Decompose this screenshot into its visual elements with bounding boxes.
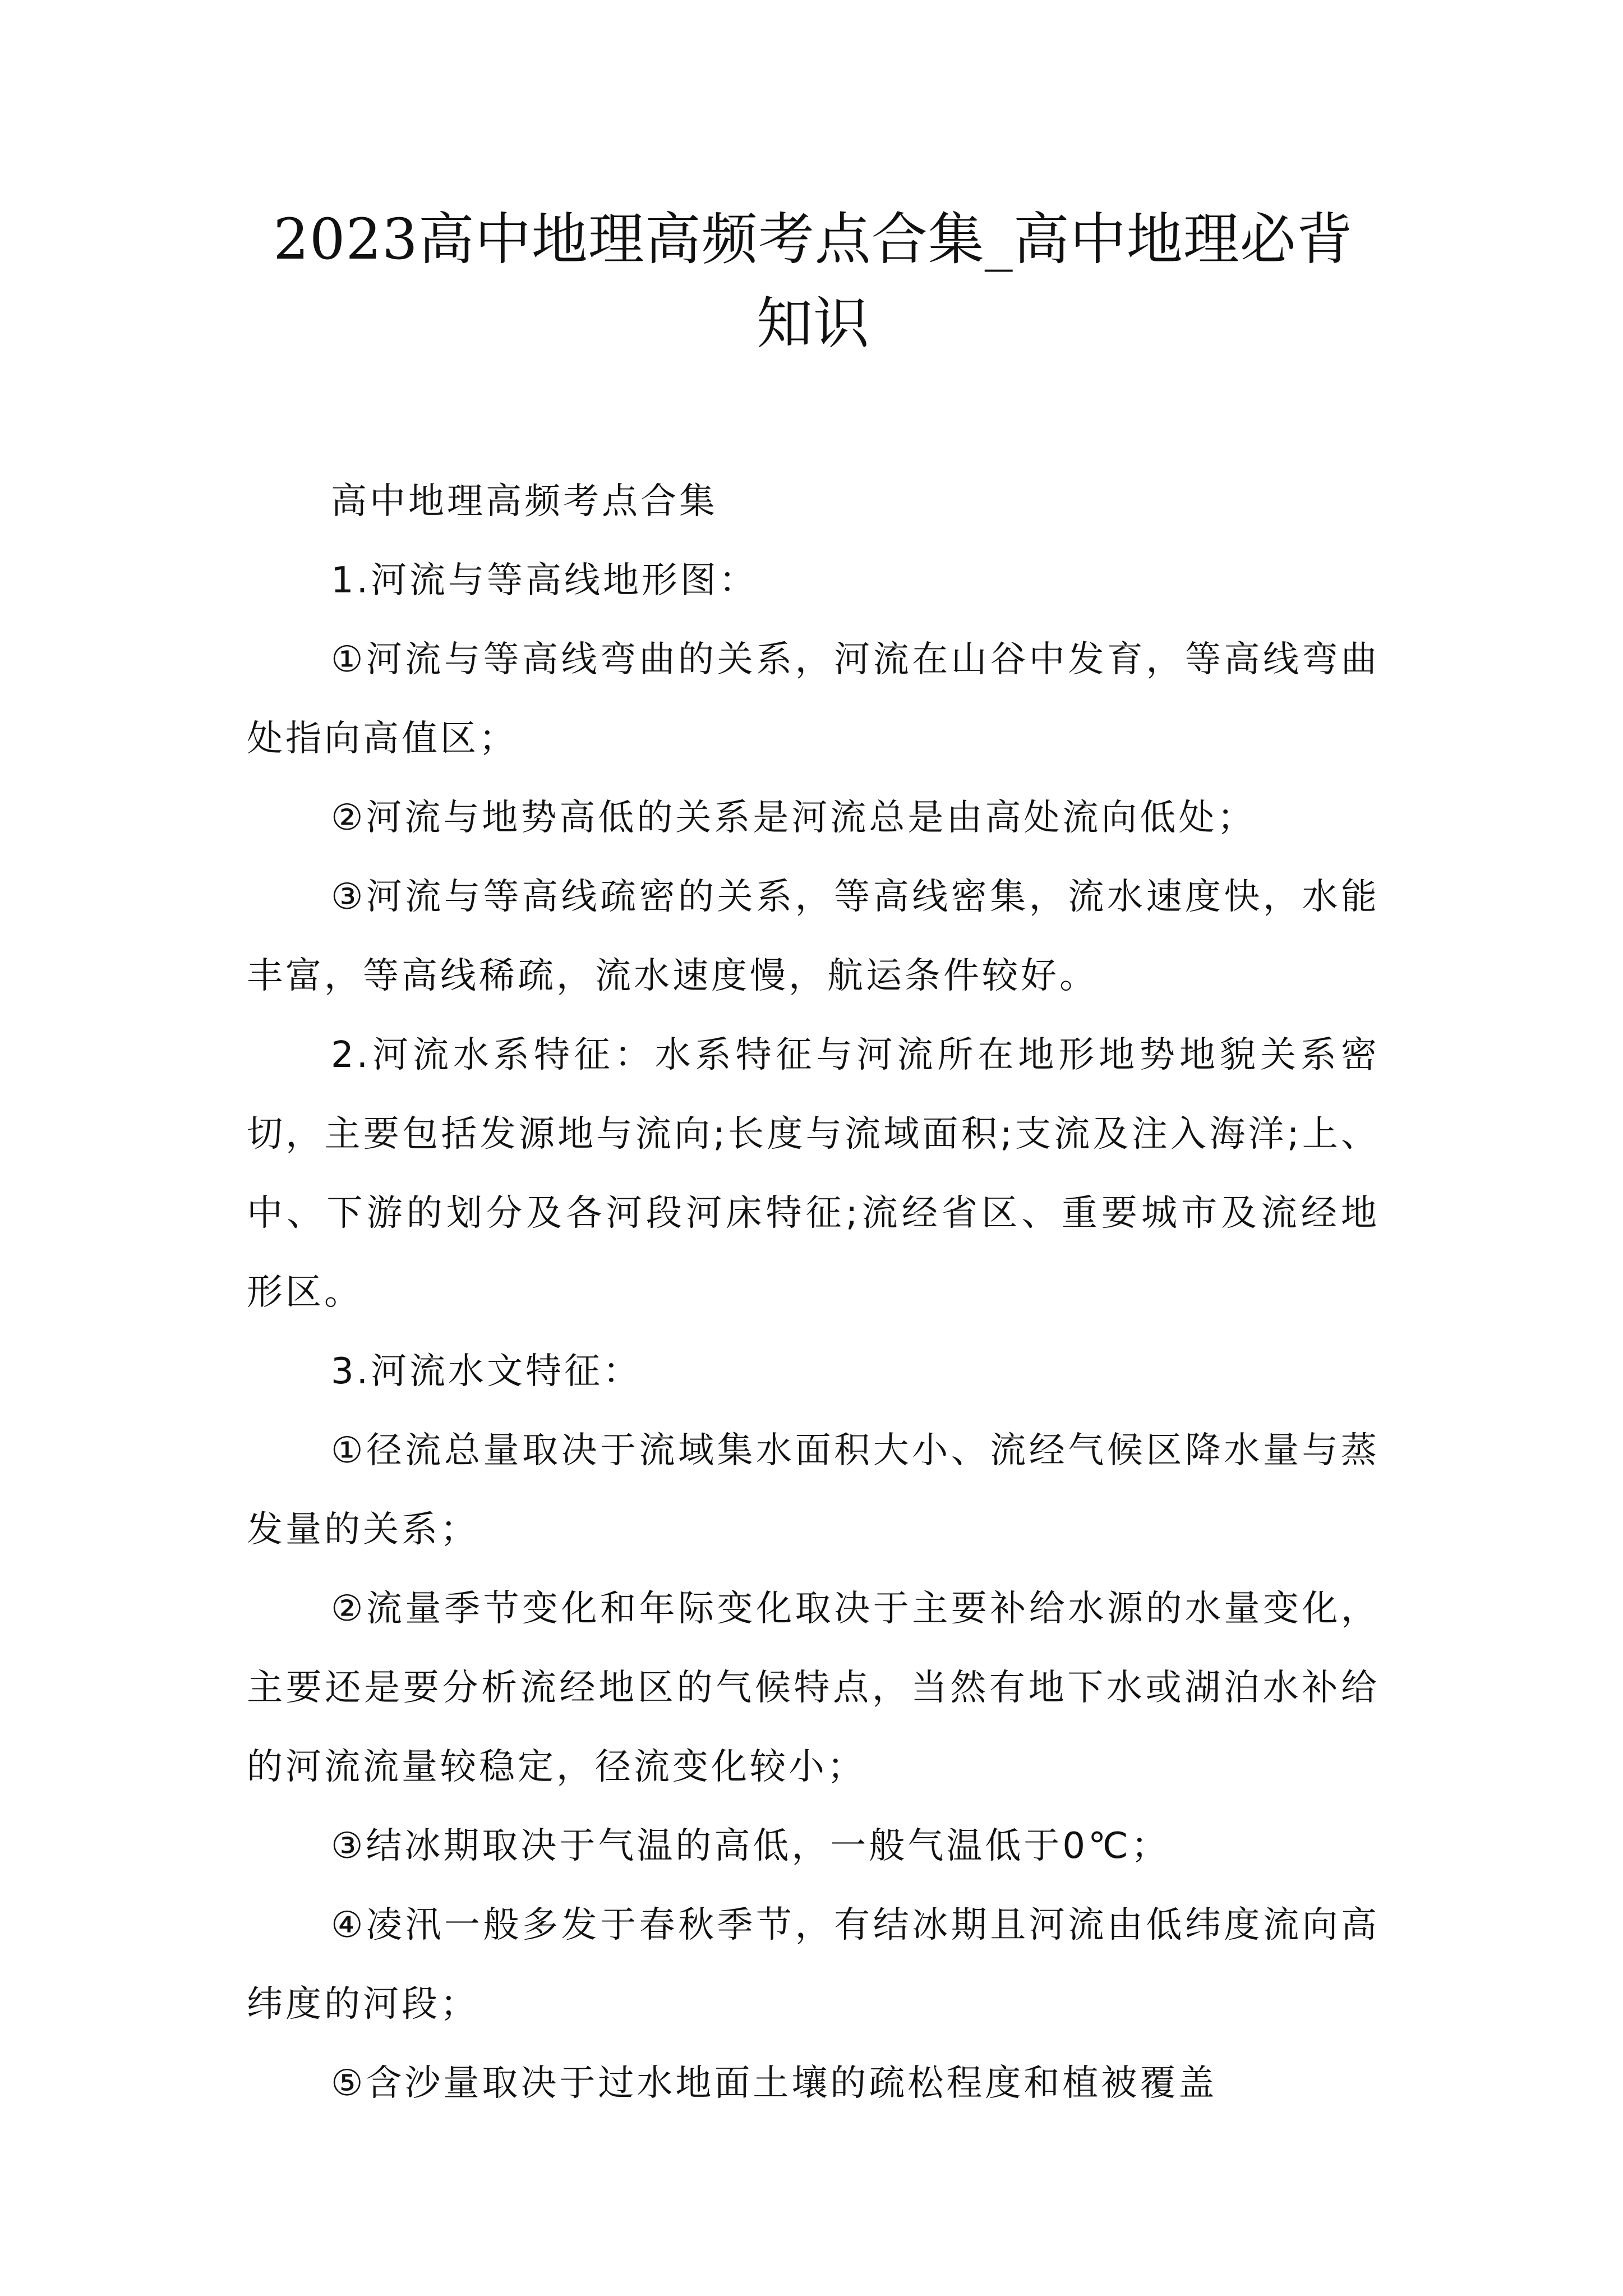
document-title [241,197,1385,366]
document-body [247,462,1380,2123]
paragraph-2: 2.河流水系特征：水系特征与河流所在地形地势地貌关系密切，主要包括发源地与流向;长度与流域面积;支流及注入海洋;上、中、下游的划分及各河段河床特征;流经省区、重要城市及流经地形区。 [247,1034,1380,1313]
paragraph-3-item-3: ③结冰期取决于气温的高低，一般气温低于0℃； [331,1825,1170,1867]
paragraph-1-item-1: ①河流与等高线弯曲的关系，河流在山谷中发育，等高线弯曲处指向高值区； [247,639,1380,760]
title-line-1: 2023高中地理高频考点合集_高中地理必背 [273,206,1353,272]
paragraph-1-item-3: ③河流与等高线疏密的关系，等高线密集，流水速度快，水能丰富，等高线稀疏，流水速度慢，航运条件较好。 [247,876,1380,997]
paragraph-1-item-2: ②河流与地势高低的关系是河流总是由高处流向低处； [331,797,1256,839]
paragraph-3-item-2: ②流量季节变化和年际变化取决于主要补给水源的水量变化，主要还是要分析流经地区的气候特点，当然有地下水或湖泊水补给的河流流量较稳定，径流变化较小； [247,1588,1380,1788]
section-heading: 高中地理高频考点合集 [331,481,718,522]
paragraph-3-heading: 3.河流水文特征： [331,1351,642,1392]
paragraph-3-item-4: ④凌汛一般多发于春秋季节，有结冰期且河流由低纬度流向高纬度的河段； [247,1904,1380,2025]
paragraph-3-item-1: ①径流总量取决于流域集水面积大小、流经气候区降水量与蒸发量的关系； [247,1430,1380,1550]
paragraph-3-item-5: ⑤含沙量取决于过水地面土壤的疏松程度和植被覆盖 [331,2063,1218,2104]
paragraph-1-heading: 1.河流与等高线地形图： [331,560,758,601]
title-line-2: 知识 [757,291,870,356]
